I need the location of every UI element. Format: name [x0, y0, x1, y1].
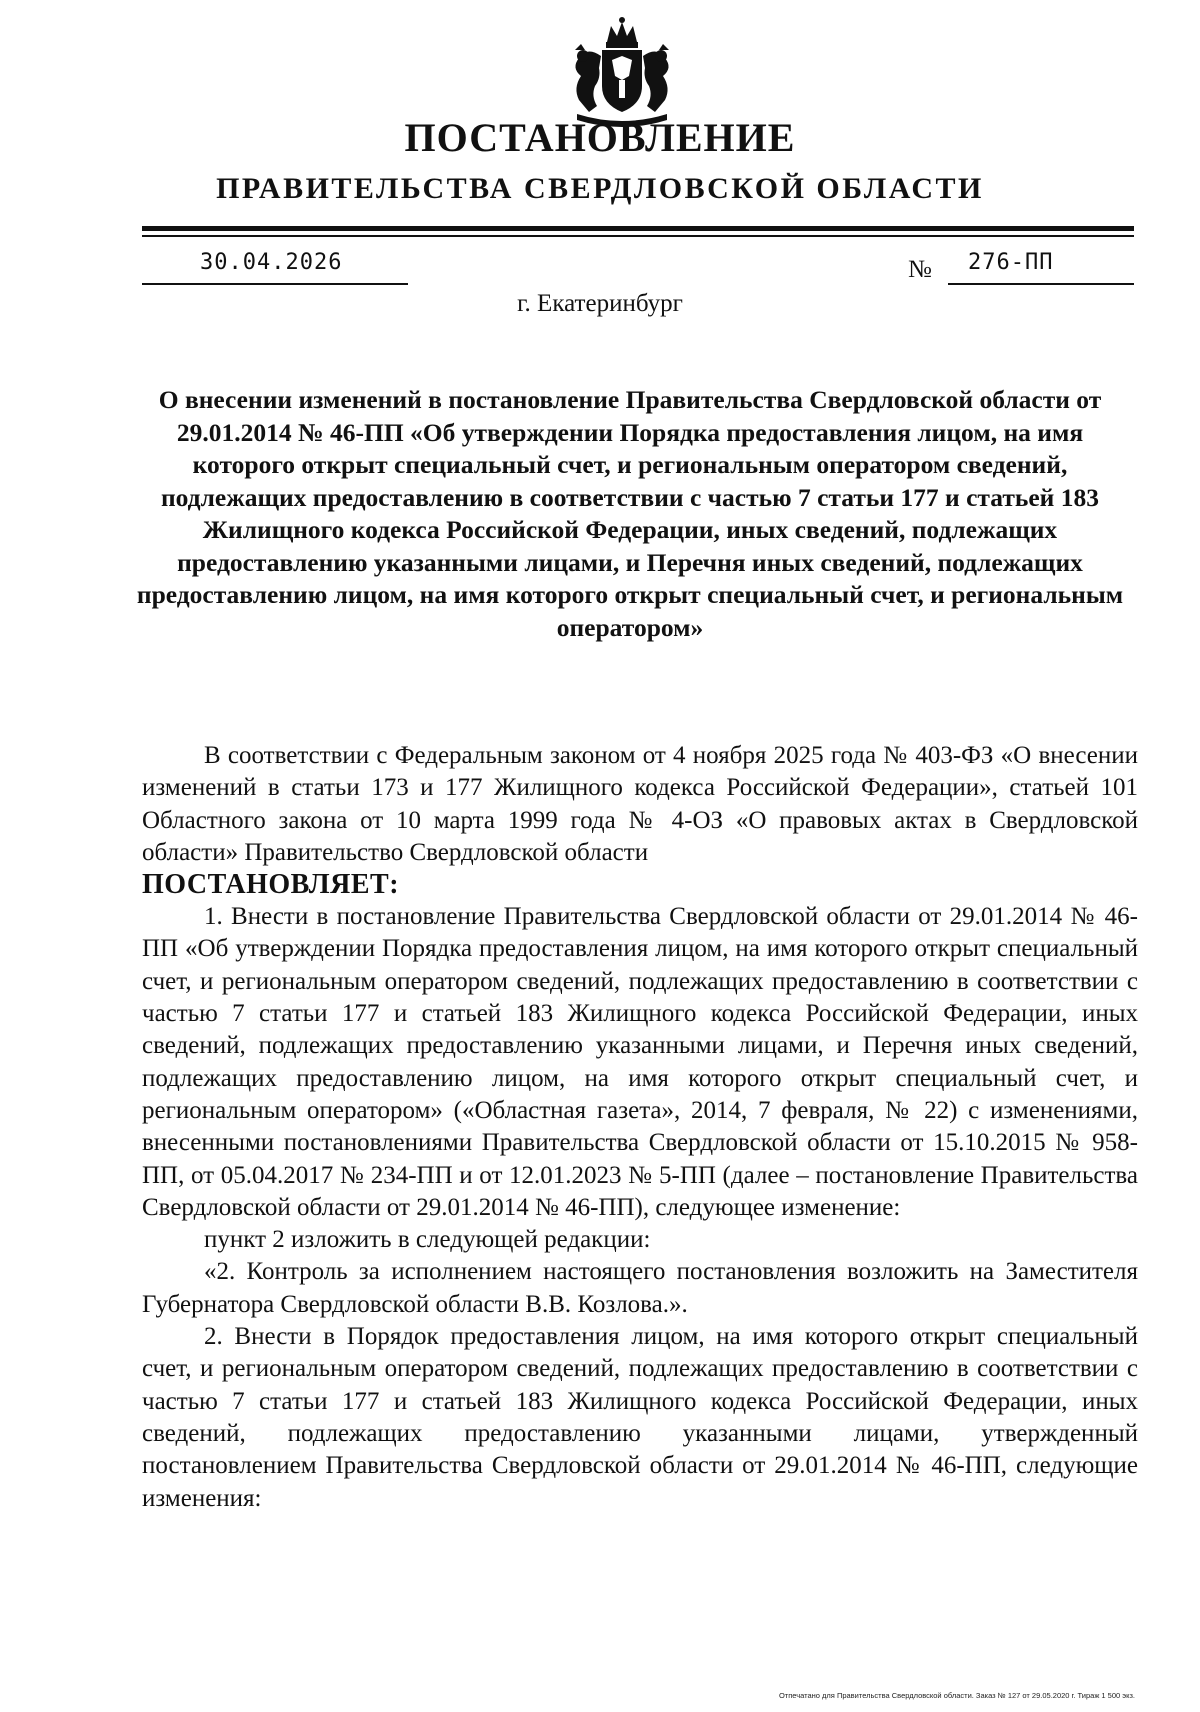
header-divider-thin	[142, 235, 1134, 237]
clause-1-quote: «2. Контроль за исполнением настоящего постановления возложить на Заместителя Губернатора Свердловской области В.В. Козлова.».	[142, 1258, 1138, 1318]
issuing-authority-heading: ПРАВИТЕЛЬСТВА СВЕРДЛОВСКОЙ ОБЛАСТИ	[216, 172, 984, 205]
preamble-paragraph: В соответствии с Федеральным законом от 4 ноября 2025 года № 403-ФЗ «О внесении изменений в статьи 173 и 177 Жилищного кодекса Российской Федерации», статьей 101 Областного закона от 10 марта 1999 года № 4-ОЗ «О правовых актах в Свердловской области» Правительство Свердловской области	[142, 742, 1138, 866]
date-underline	[142, 283, 408, 285]
issuing-city: г. Екатеринбург	[517, 290, 683, 317]
document-title: О внесении изменений в постановление Правительства Свердловской области от 29.01.2014 № 46-ПП «Об утверждении Порядка предоставления лицом, на имя которого открыт специальный счет, и региональным оператором сведений, подлежащих предоставлению в соответствии с частью 7 статьи 177 и статьей 183 Жилищного кодекса Российской Федерации, иных сведений, подлежащих предоставлению указанными лицами, и Перечня иных сведений, подлежащих предоставлению лицом, на имя которого открыт специальный счет, и региональным оператором»	[136, 385, 1124, 642]
header-divider-thick	[142, 226, 1134, 231]
clause-2-paragraph: 2. Внести в Порядок предоставления лицом, на имя которого открыт специальный счет, и региональным оператором сведений, подлежащих предоставлению в соответствии с частью 7 статьи 177 и статьей 183 Жилищного кодекса Российской Федерации, иных сведений, подлежащих предоставлению указанными лицами, утвержденный постановлением Правительства Свердловской области от 29.01.2014 № 46-ПП, следующие изменения:	[142, 1323, 1138, 1512]
number-sign: №	[908, 256, 932, 283]
document-body	[142, 740, 1138, 1515]
clause-1-subparagraph: пункт 2 изложить в следующей редакции:	[204, 1226, 651, 1254]
document-type-heading: ПОСТАНОВЛЕНИЕ	[404, 115, 796, 160]
number-underline	[948, 283, 1134, 285]
coat-of-arms-icon	[557, 16, 687, 128]
decree-word: ПОСТАНОВЛЯЕТ:	[142, 869, 400, 901]
document-date: 30.04.2026	[200, 250, 343, 275]
document-number: 276-ПП	[968, 250, 1054, 275]
print-note: Отпечатано для Правительства Свердловской области. Заказ № 127 от 29.05.2020 г. Тираж 1 500 экз.	[778, 1691, 1135, 1700]
clause-1-paragraph: 1. Внести в постановление Правительства Свердловской области от 29.01.2014 № 46-ПП «Об утверждении Порядка предоставления лицом, на имя которого открыт специальный счет, и региональным оператором сведений, подлежащих предоставлению в соответствии с частью 7 статьи 177 и статьей 183 Жилищного кодекса Российской Федерации, иных сведений, подлежащих предоставлению указанными лицами, и Перечня иных сведений, подлежащих предоставлению лицом, на имя которого открыт специальный счет, и региональным оператором» («Областная газета», 2014, 7 февраля, № 22) с изменениями, внесенными постановлениями Правительства Свердловской области от 15.10.2015 № 958-ПП, от 05.04.2017 № 234-ПП и от 12.01.2023 № 5-ПП (далее – постановление Правительства Свердловской области от 29.01.2014 № 46-ПП), следующее изменение:	[142, 903, 1138, 1221]
